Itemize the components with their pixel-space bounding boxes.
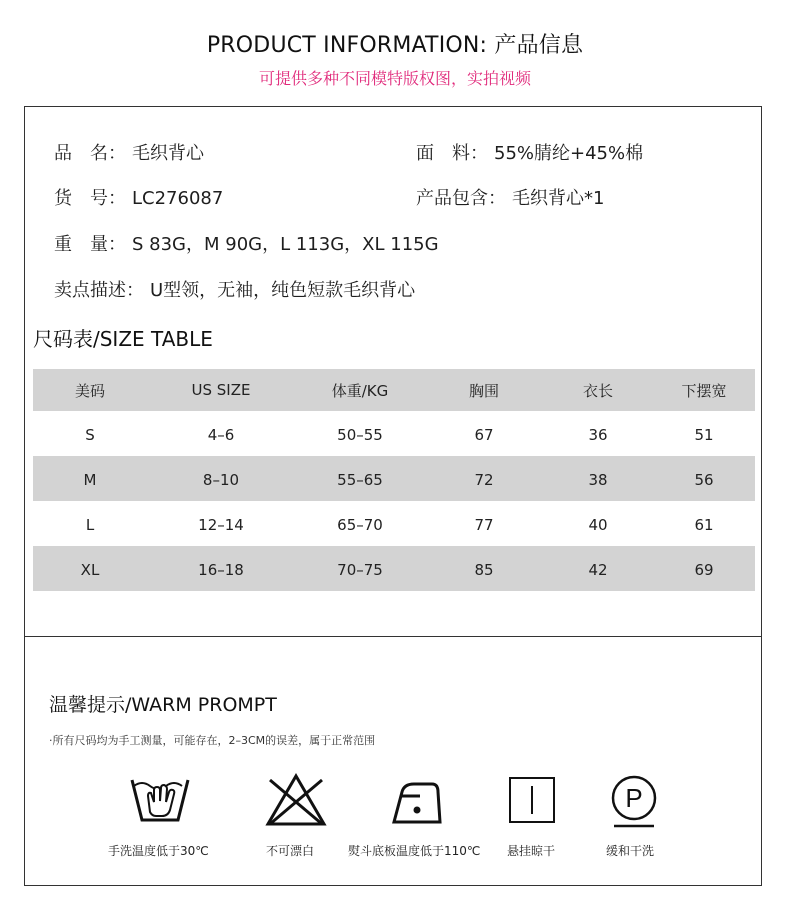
care-label-no-bleach: 不可漂白 xyxy=(266,844,315,858)
info-code-value: LC276087 xyxy=(132,188,224,209)
table-cell: 36 xyxy=(588,425,608,444)
section-divider xyxy=(24,636,762,637)
info-selling-value: U型领，无袖，纯色短款毛织背心 xyxy=(150,280,416,301)
table-cell: 85 xyxy=(474,560,494,579)
svg-text:P: P xyxy=(625,783,643,813)
info-package-value: 毛织背心*1 xyxy=(512,188,605,209)
size-table-title: 尺码表/SIZE TABLE xyxy=(33,327,213,351)
table-cell: 8–10 xyxy=(202,470,240,489)
table-cell: 70–75 xyxy=(337,560,383,579)
care-label-iron: 熨斗底板温度低于110℃ xyxy=(348,844,481,858)
info-weight-value: S 83G，M 90G，L 113G，XL 115G xyxy=(132,234,439,255)
info-selling-row xyxy=(54,276,415,302)
size-table-header-cell: 胸围 xyxy=(468,381,499,400)
table-row xyxy=(33,501,755,546)
info-weight-row xyxy=(54,230,439,256)
size-table-header-cell: 衣长 xyxy=(582,381,613,400)
page-title: PRODUCT INFORMATION: 产品信息 xyxy=(206,33,584,58)
size-table-header-cell: 下摆宽 xyxy=(681,381,727,400)
table-cell: 55–65 xyxy=(337,470,383,489)
table-cell: 42 xyxy=(588,560,608,579)
table-cell: L xyxy=(85,515,95,534)
info-name-value: 毛织背心 xyxy=(132,143,204,164)
table-cell: 67 xyxy=(474,425,494,444)
table-row xyxy=(33,456,755,501)
table-row xyxy=(33,546,755,591)
size-table-header-row xyxy=(33,369,755,411)
info-fabric-value: 55%腈纶+45%棉 xyxy=(494,143,644,164)
size-table-header-cell: 美码 xyxy=(74,381,105,400)
info-package-label: 产品包含： xyxy=(416,188,506,209)
dry-clean-gentle-icon xyxy=(564,772,704,832)
size-table xyxy=(33,369,755,591)
info-code-row xyxy=(54,184,223,210)
table-cell: 4–6 xyxy=(207,425,235,444)
info-code-label: 货 号： xyxy=(54,188,126,209)
info-name-label: 品 名： xyxy=(54,143,126,164)
table-cell: 72 xyxy=(474,470,494,489)
page-subtitle: 可提供多种不同模特版权图，实拍视频 xyxy=(258,69,531,88)
table-cell: 77 xyxy=(474,515,494,534)
table-cell: 69 xyxy=(694,560,714,579)
info-fabric-row xyxy=(416,139,643,165)
table-cell: 61 xyxy=(694,515,714,534)
table-cell: XL xyxy=(80,560,100,579)
table-row xyxy=(33,411,755,456)
table-cell: 38 xyxy=(588,470,608,489)
info-fabric-label: 面 料： xyxy=(416,143,488,164)
warm-prompt-note: ·所有尺码均为手工测量，可能存在，2–3CM的误差，属于正常范围 xyxy=(49,734,376,747)
info-selling-label: 卖点描述： xyxy=(54,280,144,301)
table-cell: 65–70 xyxy=(337,515,383,534)
table-cell: S xyxy=(85,425,95,444)
table-cell: 50–55 xyxy=(337,425,383,444)
info-package-row xyxy=(416,184,604,210)
hand-wash-icon xyxy=(90,772,230,828)
care-label-hand-wash: 手洗温度低于30℃ xyxy=(108,844,209,858)
table-cell: 16–18 xyxy=(198,560,244,579)
table-cell: 56 xyxy=(694,470,714,489)
care-label-dry-clean: 缓和干洗 xyxy=(606,844,655,858)
size-table-header-cell: US SIZE xyxy=(191,381,251,399)
table-cell: 51 xyxy=(694,425,714,444)
size-table-header-cell: 体重/KG xyxy=(331,381,389,400)
no-bleach-icon xyxy=(226,772,366,828)
care-label-line-dry: 悬挂晾干 xyxy=(507,844,556,858)
table-cell: 12–14 xyxy=(198,515,244,534)
warm-prompt-title: 温馨提示/WARM PROMPT xyxy=(49,694,277,716)
table-cell: M xyxy=(83,470,97,489)
table-cell: 40 xyxy=(588,515,608,534)
info-weight-label: 重 量： xyxy=(54,234,126,255)
info-name-row xyxy=(54,139,204,165)
